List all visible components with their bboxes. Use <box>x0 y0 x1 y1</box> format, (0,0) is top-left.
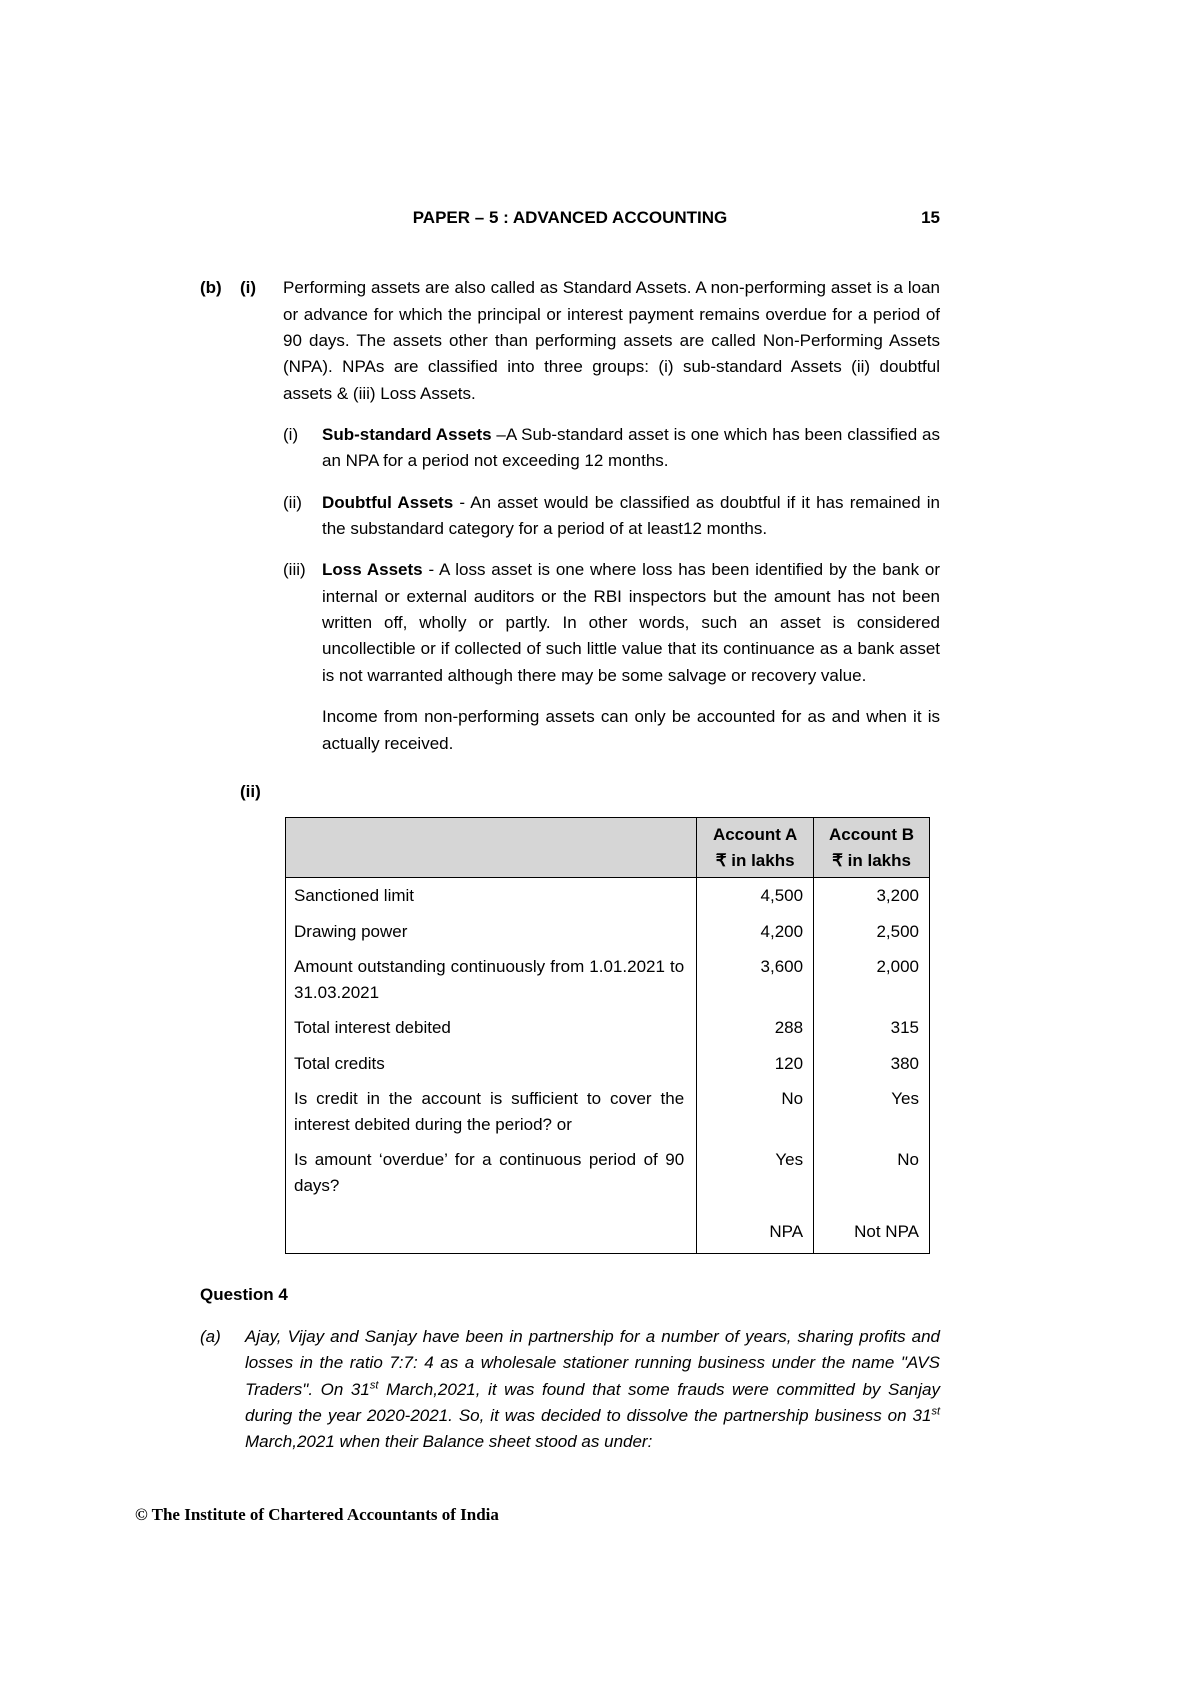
account-a-unit: ₹ in lakhs <box>715 850 795 870</box>
page-content <box>200 205 940 1456</box>
sub-point-term: Sub-standard Assets <box>322 425 492 445</box>
section-b-ii-label: (ii) <box>240 781 261 801</box>
section-b-paragraph <box>200 275 940 407</box>
section-b-i-label: (i) <box>240 278 257 298</box>
sub-point <box>283 557 940 689</box>
table-row <box>286 914 930 950</box>
section-b-intro-text: Performing assets are also called as Standard Assets. A non-performing asset is a loan or advance for which the principal or interest payment remains overdue for a period of 90 days. The assets other than performing assets are called Non-Performing Assets (NPA). NPAs are classified into three groups: (i) sub-standard Assets (ii) doubtful assets & (iii) Loss Assets. <box>283 278 940 403</box>
account-b-value: 3,200 <box>814 878 930 914</box>
superscript-st: st <box>931 1405 940 1418</box>
sub-point-text <box>322 557 940 689</box>
table-row-npa-result <box>286 1203 930 1253</box>
copyright-footer: © The Institute of Chartered Accountants of India <box>135 1505 499 1524</box>
sub-point-term: Loss Assets <box>322 560 423 580</box>
table-row <box>286 949 930 1010</box>
sub-point-number: (ii) <box>283 492 302 512</box>
sub-point-number: (iii) <box>283 560 306 580</box>
account-a-value: 4,200 <box>697 914 814 950</box>
sub-point <box>283 490 940 543</box>
account-a-value: 3,600 <box>697 949 814 1010</box>
account-b-value: 2,000 <box>814 949 930 1010</box>
income-note: Income from non-performing assets can only be accounted for as and when it is actually received. <box>322 707 940 753</box>
row-label: Amount outstanding continuously from 1.01.2021 to 31.03.2021 <box>286 949 697 1010</box>
sub-point-body: - A loss asset is one where loss has been identified by the bank or internal or external auditors or the RBI inspectors but the amount has not been written off, wholly or partly. In other words, such an asset is considered uncollectible or if collected of such little value that its continuance as a bank asset is not warranted although there may be some salvage or recovery value. <box>322 560 941 685</box>
section-b-label: (b) <box>200 278 222 298</box>
account-b-value: 2,500 <box>814 914 930 950</box>
question-4a-text-part2: March,2021, it was found that some frauds were committed by Sanjay during the year 2020-2021. So, it was decided to dissolve the partnership business on 31 <box>245 1379 940 1426</box>
row-label: Is amount ‘overdue’ for a continuous period of 90 days? <box>286 1142 697 1203</box>
page-number: 15 <box>921 208 940 227</box>
table-row <box>286 1142 930 1203</box>
sub-point-text <box>322 490 940 543</box>
sub-point-number: (i) <box>283 425 299 445</box>
table-header-empty-cell <box>286 818 697 878</box>
sub-points-block <box>283 422 940 757</box>
table-row <box>286 878 930 914</box>
row-label: Drawing power <box>286 914 697 950</box>
table-row <box>286 1010 930 1046</box>
account-b-unit: ₹ in lakhs <box>832 850 911 870</box>
table-row <box>286 1081 930 1142</box>
account-b-value: 380 <box>814 1046 930 1082</box>
page-header <box>200 205 940 231</box>
row-label <box>286 1203 697 1253</box>
table-row <box>286 1046 930 1082</box>
superscript-st: st <box>369 1379 379 1392</box>
sub-point-term: Doubtful Assets <box>322 492 454 512</box>
sub-point-body: - An asset would be classified as doubtful if it has remained in the substandard category for a period of at least12 months. <box>322 492 940 539</box>
account-a-value: NPA <box>697 1203 814 1253</box>
account-b-value: Yes <box>814 1081 930 1142</box>
row-label: Total credits <box>286 1046 697 1082</box>
question-4-heading: Question 4 <box>200 1284 288 1304</box>
row-label: Is credit in the account is sufficient to cover the interest debited during the period? or <box>286 1081 697 1142</box>
question-4a-label: (a) <box>200 1327 221 1347</box>
account-a-value: No <box>697 1081 814 1142</box>
npa-accounts-table <box>285 817 930 1254</box>
table-header-account-b <box>814 818 930 878</box>
table-header-row <box>286 818 930 878</box>
account-a-value: Yes <box>697 1142 814 1203</box>
question-4a-paragraph <box>200 1324 940 1456</box>
sub-point <box>283 422 940 475</box>
account-b-value: 315 <box>814 1010 930 1046</box>
account-b-value: Not NPA <box>814 1203 930 1253</box>
question-4a-text-part1: Ajay, Vijay and Sanjay have been in partnership for a number of years, sharing profits and losses in the ratio 7:7: 4 as a wholesale stationer running business under the name "AVS Traders". On 31 <box>245 1327 940 1399</box>
account-a-value: 288 <box>697 1010 814 1046</box>
account-a-value: 4,500 <box>697 878 814 914</box>
account-b-value: No <box>814 1142 930 1203</box>
row-label: Total interest debited <box>286 1010 697 1046</box>
row-label: Sanctioned limit <box>286 878 697 914</box>
sub-point-body: –A Sub-standard asset is one which has been classified as an NPA for a period not exceeding 12 months. <box>322 425 940 471</box>
account-b-title: Account B <box>829 825 915 845</box>
question-4a-text <box>245 1324 940 1456</box>
paper-title: PAPER – 5 : ADVANCED ACCOUNTING <box>412 208 728 227</box>
sub-point-text <box>322 422 940 475</box>
table-header-account-a <box>697 818 814 878</box>
question-4a-text-part3: March,2021 when their Balance sheet stood as under: <box>245 1432 653 1452</box>
account-a-value: 120 <box>697 1046 814 1082</box>
account-a-title: Account A <box>712 825 798 845</box>
